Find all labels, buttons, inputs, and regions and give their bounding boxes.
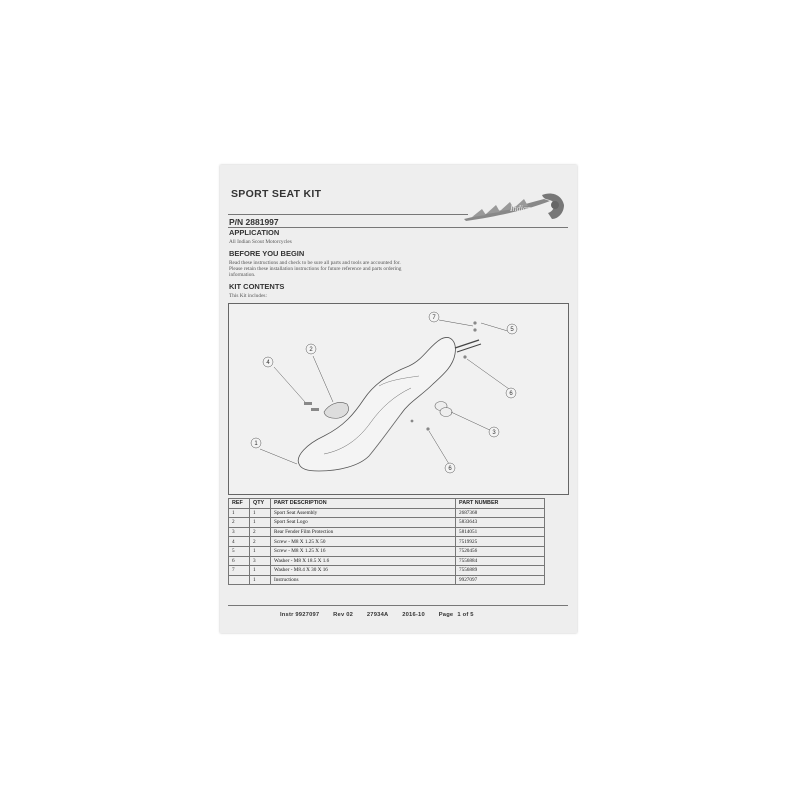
cell-description: Washer - M8.4 X 30 X 16 bbox=[271, 566, 456, 576]
cell-description: Washer - M8 X 18.5 X 1.6 bbox=[271, 556, 456, 566]
cell-description: Sport Seat Logo bbox=[271, 518, 456, 528]
cell-part-number: 5833643 bbox=[456, 518, 545, 528]
document-title: SPORT SEAT KIT bbox=[231, 188, 322, 200]
callout-4 bbox=[263, 357, 273, 367]
header-ref: REF bbox=[229, 499, 250, 509]
table-row bbox=[229, 566, 545, 576]
cell-qty: 1 bbox=[250, 518, 271, 528]
footer-page-of: 1 of 5 bbox=[457, 612, 474, 618]
cell-ref: 7 bbox=[229, 566, 250, 576]
before-text-2: Please retain these installation instructions for future reference and parts ordering bbox=[229, 266, 402, 272]
cell-ref: 5 bbox=[229, 546, 250, 556]
cell-ref: 1 bbox=[229, 508, 250, 518]
svg-text:4: 4 bbox=[266, 360, 270, 366]
title-rule bbox=[228, 214, 468, 215]
cell-part-number: 7520456 bbox=[456, 546, 545, 556]
table-row bbox=[229, 527, 545, 537]
kit-heading: KIT CONTENTS bbox=[229, 282, 285, 291]
before-text-3: information. bbox=[229, 272, 256, 278]
application-text: All Indian Scout Motorcycles bbox=[229, 239, 292, 245]
table-row bbox=[229, 518, 545, 528]
cell-description: Sport Seat Assembly bbox=[271, 508, 456, 518]
cell-part-number: 5814051 bbox=[456, 527, 545, 537]
svg-text:6: 6 bbox=[509, 391, 513, 397]
cell-description: Instructions bbox=[271, 575, 456, 585]
cell-qty: 1 bbox=[250, 566, 271, 576]
table-row bbox=[229, 546, 545, 556]
cell-qty: 1 bbox=[250, 575, 271, 585]
footer-rev: Rev 02 bbox=[333, 612, 354, 618]
callout-3 bbox=[489, 427, 499, 437]
svg-text:5: 5 bbox=[510, 327, 514, 333]
header-description: PART DESCRIPTION bbox=[271, 499, 456, 509]
footer-date: 2016-10 bbox=[402, 612, 425, 618]
cell-part-number: 7519925 bbox=[456, 537, 545, 547]
cell-qty: 3 bbox=[250, 556, 271, 566]
instruction-sheet bbox=[220, 165, 577, 633]
cell-description: Screw - M8 X 1.25 X 50 bbox=[271, 537, 456, 547]
cell-description: Rear Fender Film Protection bbox=[271, 527, 456, 537]
cell-qty: 1 bbox=[250, 508, 271, 518]
footer-code: 27934A bbox=[366, 612, 389, 618]
header-qty: QTY bbox=[250, 499, 271, 509]
table-row bbox=[229, 508, 545, 518]
before-text-1: Read these instructions and check to be sure all parts and tools are accounted for. bbox=[229, 260, 401, 266]
cell-ref: 4 bbox=[229, 537, 250, 547]
callout-1 bbox=[251, 438, 261, 448]
callout-6-lower bbox=[445, 463, 455, 473]
cell-ref: 3 bbox=[229, 527, 250, 537]
callout-2 bbox=[306, 344, 316, 354]
svg-text:7: 7 bbox=[432, 315, 436, 321]
footer-rule bbox=[228, 605, 568, 606]
cell-part-number: 9927097 bbox=[456, 575, 545, 585]
header-part-number: PART NUMBER bbox=[456, 499, 545, 509]
footer-page-label: Page bbox=[438, 612, 454, 618]
footer-instr: Instr 9927097 bbox=[280, 612, 320, 618]
callout-7 bbox=[429, 312, 439, 322]
svg-text:6: 6 bbox=[448, 466, 452, 472]
application-heading: APPLICATION bbox=[229, 228, 280, 237]
indian-headdress-logo bbox=[460, 189, 568, 223]
parts-table-header bbox=[229, 499, 545, 509]
before-heading: BEFORE YOU BEGIN bbox=[229, 249, 305, 258]
svg-text:1: 1 bbox=[254, 441, 258, 447]
cell-ref: 6 bbox=[229, 556, 250, 566]
svg-text:2: 2 bbox=[309, 347, 313, 353]
cell-part-number: 2687368 bbox=[456, 508, 545, 518]
part-number: P/N 2881997 bbox=[229, 217, 279, 227]
table-row bbox=[229, 575, 545, 585]
parts-table bbox=[228, 498, 545, 585]
exploded-diagram bbox=[228, 303, 569, 495]
cell-ref: 2 bbox=[229, 518, 250, 528]
cell-qty: 2 bbox=[250, 537, 271, 547]
svg-text:3: 3 bbox=[492, 430, 496, 436]
callout-6-upper bbox=[506, 388, 516, 398]
seat-assembly-shape bbox=[298, 337, 455, 471]
cell-qty: 2 bbox=[250, 527, 271, 537]
seat-illustration bbox=[229, 304, 568, 494]
cell-qty: 1 bbox=[250, 546, 271, 556]
cell-description: Screw - M8 X 1.25 X 16 bbox=[271, 546, 456, 556]
kit-intro: This Kit includes: bbox=[229, 293, 267, 299]
callout-5 bbox=[507, 324, 517, 334]
cell-ref bbox=[229, 575, 250, 585]
cell-part-number: 7556884 bbox=[456, 556, 545, 566]
table-row bbox=[229, 537, 545, 547]
table-row bbox=[229, 556, 545, 566]
svg-text:Indian: Indian bbox=[510, 204, 531, 213]
footer bbox=[280, 612, 486, 618]
cell-part-number: 7556889 bbox=[456, 566, 545, 576]
